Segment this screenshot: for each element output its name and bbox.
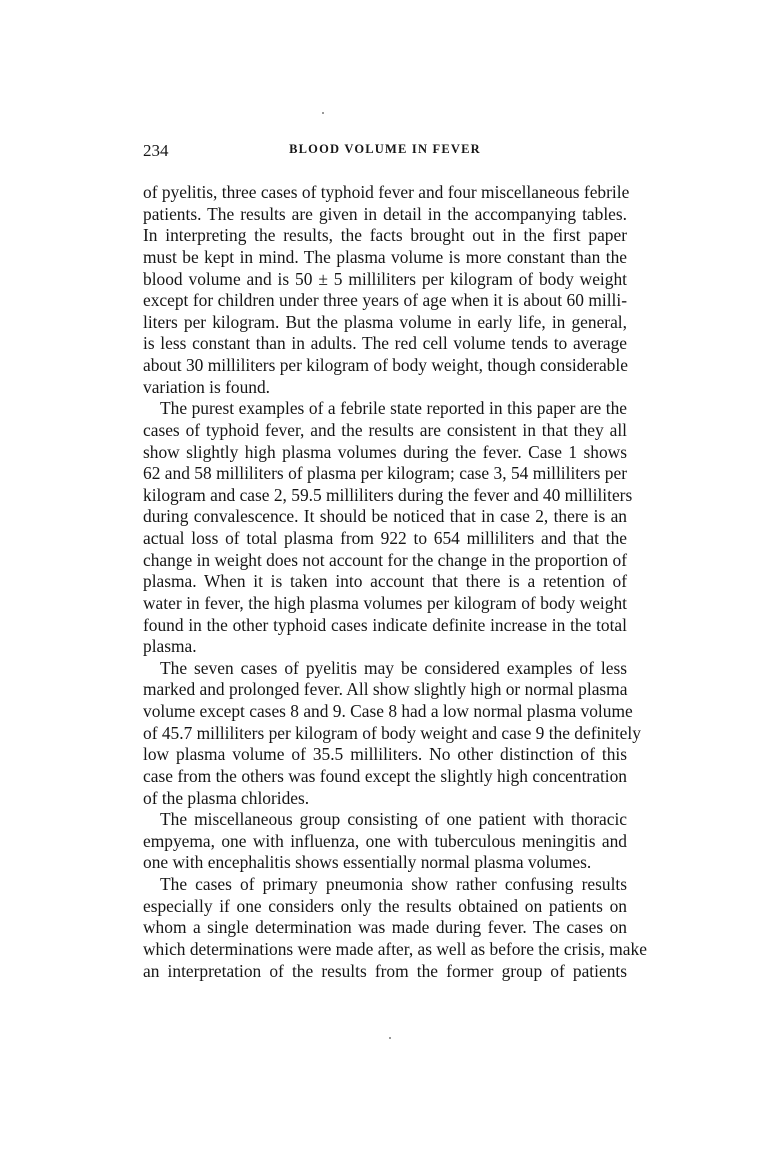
text-line: plasma. [143, 636, 197, 657]
text-line: is less constant than in adults. The red cell volume tends to average [143, 333, 627, 354]
text-line: blood volume and is 50 ± 5 milliliters per kilogram of body weight [143, 268, 627, 289]
text-line: low plasma volume of 35.5 milliliters. No other distinction of this [143, 744, 627, 765]
paragraph [143, 182, 630, 398]
text-line: liters per kilogram. But the plasma volume in early life, in general, [143, 311, 627, 332]
text-line: an interpretation of the results from the former group of patients [143, 960, 627, 981]
text-line: change in weight does not account for the change in the proportion of [143, 549, 627, 570]
text-line: The purest examples of a febrile state reported in this paper are the [160, 398, 627, 419]
text-line: during convalescence. It should be noticed that in case 2, there is an [143, 506, 627, 527]
text-line: 62 and 58 milliliters of plasma per kilogram; case 3, 54 milliliters per [143, 463, 627, 484]
scan-speck [389, 1037, 391, 1039]
text-line: show slightly high plasma volumes during the fever. Case 1 shows [143, 441, 627, 462]
text-line: The miscellaneous group consisting of one patient with thoracic [160, 809, 627, 830]
text-line: The seven cases of pyelitis may be considered examples of less [160, 657, 627, 678]
text-line: of pyelitis, three cases of typhoid fever and four miscellaneous febrile [143, 182, 630, 202]
text-line: empyema, one with influenza, one with tuberculous meningitis and [143, 830, 627, 851]
text-line: kilogram and case 2, 59.5 milliliters during the fever and 40 milliliters [143, 484, 633, 505]
text-line: In interpreting the results, the facts brought out in the first paper [143, 225, 627, 246]
running-title: BLOOD VOLUME IN FEVER [289, 142, 481, 156]
text-line: which determinations were made after, as well as before the crisis, make [143, 938, 647, 959]
text-line: variation is found. [143, 376, 271, 397]
text-line: one with encephalitis shows essentially normal plasma volumes. [143, 852, 592, 873]
body-text [143, 182, 647, 982]
text-line: volume except cases 8 and 9. Case 8 had a low normal plasma volume [143, 701, 633, 721]
text-line: must be kept in mind. The plasma volume is more constant than the [143, 246, 627, 267]
text-line: The cases of primary pneumonia show rather confusing results [160, 874, 627, 894]
text-line: especially if one considers only the results obtained on patients on [143, 895, 627, 916]
paragraph [143, 657, 641, 809]
text-line: patients. The results are given in detail in the accompanying tables. [143, 203, 627, 224]
text-line: cases of typhoid fever, and the results are consistent in that they all [143, 419, 627, 440]
text-line: found in the other typhoid cases indicate definite increase in the total [143, 614, 627, 635]
text-line: except for children under three years of age when it is about 60 milli- [143, 290, 627, 311]
text-line: actual loss of total plasma from 922 to 654 milliliters and that the [143, 528, 627, 548]
paragraph [143, 398, 633, 658]
text-line: of the plasma chlorides. [143, 787, 310, 808]
text-line: about 30 milliliters per kilogram of body weight, though considerable [143, 355, 628, 375]
scan-speck [322, 112, 324, 114]
paragraph [143, 874, 647, 982]
text-line: water in fever, the high plasma volumes per kilogram of body weight [143, 592, 627, 613]
text-line: whom a single determination was made during fever. The cases on [143, 917, 627, 938]
running-header [143, 141, 627, 161]
page-number: 234 [143, 141, 169, 160]
text-line: plasma. When it is taken into account that there is a retention of [143, 571, 627, 592]
text-line: case from the others was found except the slightly high concentration [143, 765, 627, 786]
text-line: of 45.7 milliliters per kilogram of body weight and case 9 the definitely [143, 722, 641, 743]
text-line: marked and prolonged fever. All show slightly high or normal plasma [143, 679, 628, 700]
paragraph [143, 809, 627, 874]
